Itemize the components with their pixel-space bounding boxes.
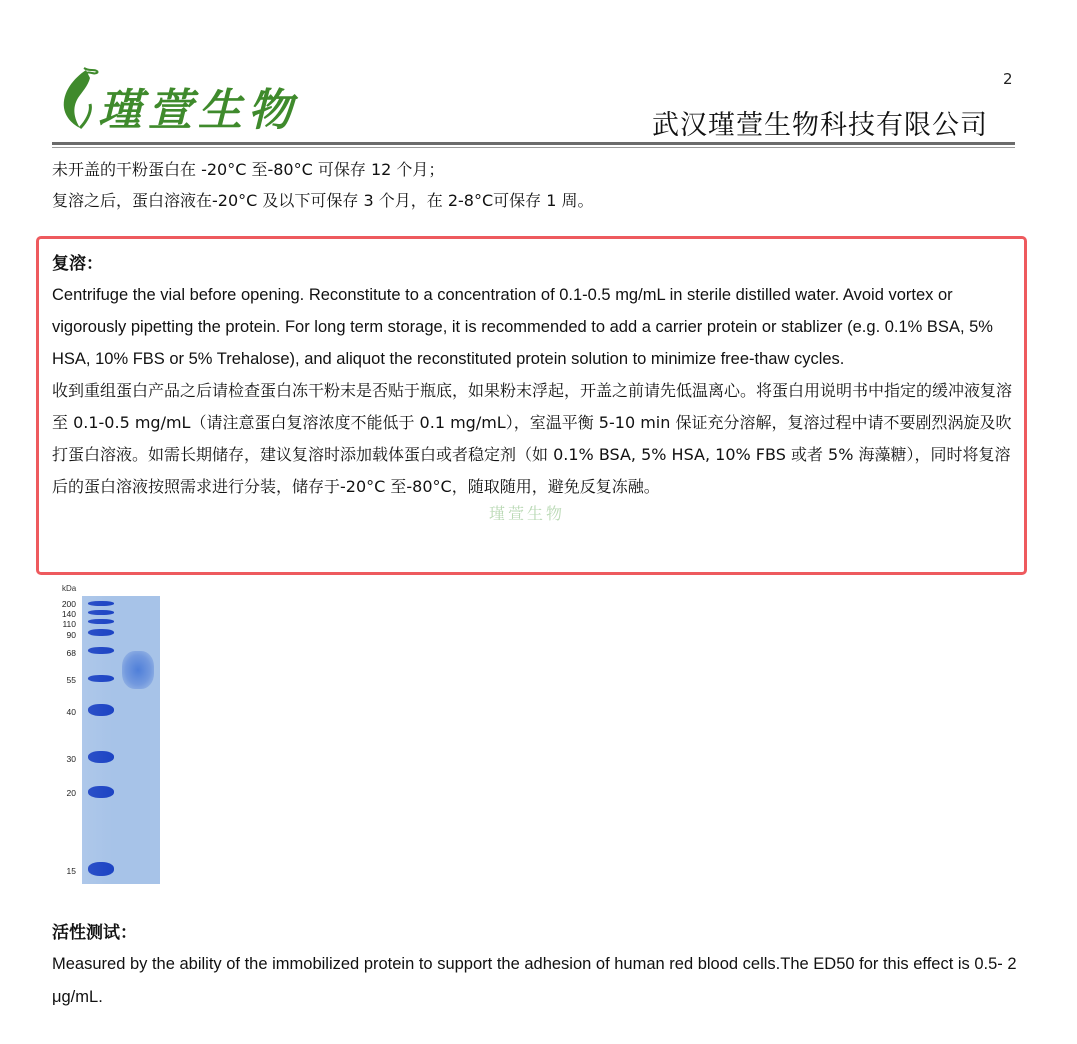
dna-leaf-icon	[56, 64, 104, 132]
marker-label: 15	[66, 866, 76, 876]
activity-section	[52, 918, 1022, 1014]
sds-page-gel	[52, 584, 164, 904]
header-rule	[52, 142, 1015, 145]
marker-label: 90	[66, 630, 76, 640]
company-logo	[56, 62, 306, 136]
activity-title: 活性测试：	[52, 923, 137, 943]
activity-en-text: Measured by the ability of the immobilized protein to support the adhesion of human red blood cells.The ED50 for this effect is 0.5- 2 μg/mL.	[52, 955, 1017, 1006]
marker-label: 140	[61, 609, 76, 619]
gel-unit-label: kDa	[62, 584, 77, 593]
reconstitution-box	[36, 236, 1027, 575]
gel-plate	[82, 596, 160, 884]
marker-label: 55	[66, 675, 76, 685]
marker-label: 20	[66, 788, 76, 798]
page-number: 2	[1003, 70, 1013, 88]
reconstitution-en-text: Centrifuge the vial before opening. Reconstitute to a concentration of 0.1-0.5 mg/mL in sterile distilled water. Avoid vortex or vigorously pipetting the protein. For long term storage, it is recommended to add a carrier protein or stablizer (e.g. 0.1% BSA, 5% HSA, 10% FBS or 5% Trehalose), and aliquot the reconstituted protein solution to minimize free-thaw cycles.	[52, 286, 993, 368]
marker-label: 40	[66, 707, 76, 717]
marker-label: 30	[66, 754, 76, 764]
watermark: 瑾萱生物	[489, 504, 566, 523]
gel-sheen	[82, 596, 160, 884]
logo-text: 瑾萱生物	[98, 85, 298, 136]
header-rule-thin	[52, 147, 1015, 148]
company-name: 武汉瑾萱生物科技有限公司	[652, 110, 988, 141]
reconstitution-title: 复溶：	[52, 254, 103, 274]
marker-label: 200	[61, 599, 76, 609]
storage-line-2: 复溶之后，蛋白溶液在-20°C 及以下可保存 3 个月，在 2-8°C可保存 1 周。	[52, 191, 594, 210]
marker-label: 68	[66, 648, 76, 658]
storage-info	[52, 154, 1022, 216]
reconstitution-cn-text: 收到重组蛋白产品之后请检查蛋白冻干粉末是否贴于瓶底，如果粉末浮起，开盖之前请先低温离心。将蛋白用说明书中指定的缓冲液复溶至 0.1-0.5 mg/mL（请注意蛋白复溶浓度不能低于 0.1 mg/mL），室温平衡 5-10 min 保证充分溶解，复溶过程中请不要剧烈涡旋及吹打蛋白溶液。如需长期储存，建议复溶时添加载体蛋白或者稳定剂（如 0.1% BSA, 5% HSA, 10% FBS 或者 5% 海藻糖），同时将复溶后的蛋白溶液按照需求进行分装，储存于-20°C 至-80°C，随取随用，避免反复冻融。	[52, 381, 1013, 496]
marker-label: 110	[62, 619, 76, 629]
storage-line-1: 未开盖的干粉蛋白在 -20°C 至-80°C 可保存 12 个月；	[52, 160, 445, 179]
